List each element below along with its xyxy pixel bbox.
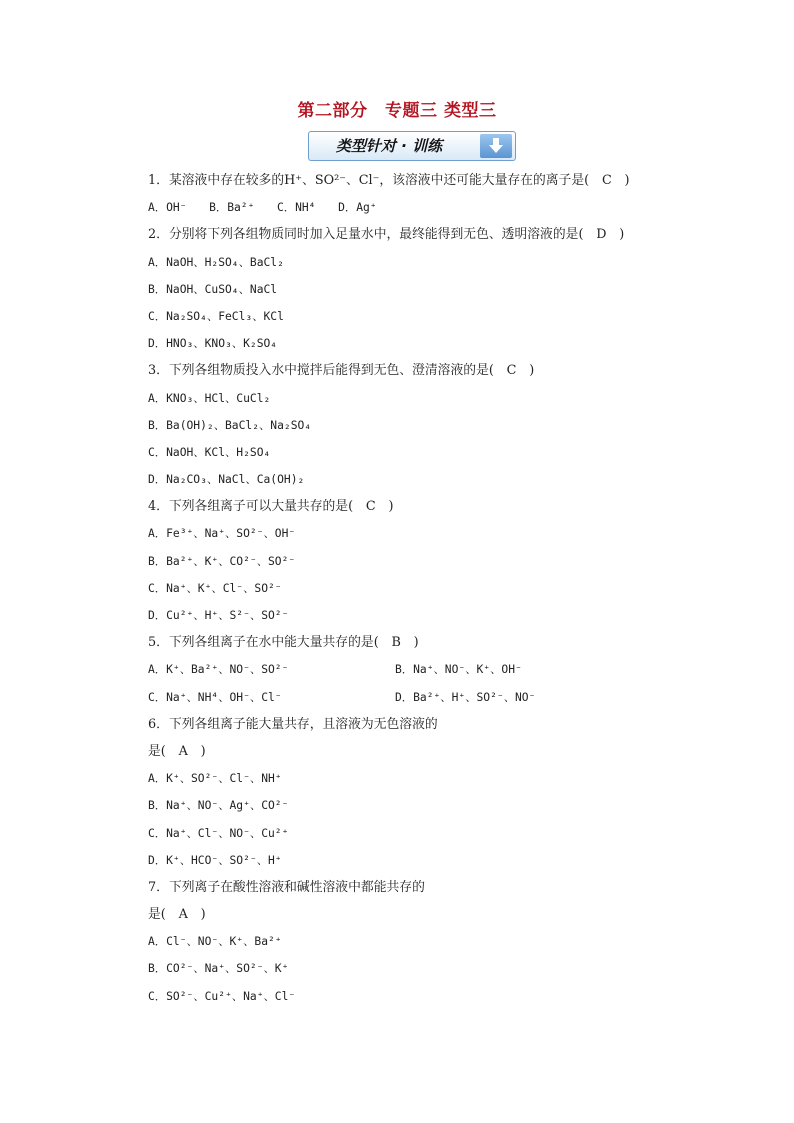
option-4d: D．Cu²⁺、H⁺、S²⁻、SO²⁻	[148, 609, 289, 622]
option-2d: D．HNO₃、KNO₃、K₂SO₄	[148, 337, 278, 351]
options-5ab	[148, 659, 688, 686]
option-2a: A．NaOH、H₂SO₄、BaCl₂	[148, 255, 284, 269]
option-4c: C．Na⁺、K⁺、Cl⁻、SO²⁻	[148, 581, 282, 595]
exercise-list	[148, 170, 688, 1013]
options-1: A．OH⁻ B．Ba²⁺ C．NH⁴ D．Ag⁺	[148, 201, 377, 215]
question-5: 5．下列各组离子在水中能大量共存的是( B )	[148, 635, 419, 651]
option-5a: A．K⁺、Ba²⁺、NO⁻、SO²⁻	[148, 663, 289, 677]
option-3b: B．Ba(OH)₂、BaCl₂、Na₂SO₄	[148, 418, 312, 432]
option-4a: A．Fe³⁺、Na⁺、SO²⁻、OH⁻	[148, 527, 296, 541]
banner-label: 类型针对 · 训练	[335, 137, 443, 155]
option-4b: B．Ba²⁺、K⁺、CO²⁻、SO²⁻	[148, 554, 296, 568]
option-3d: D．Na₂CO₃、NaCl、Ca(OH)₂	[148, 473, 305, 487]
option-2b: B．NaOH、CuSO₄、NaCl	[148, 282, 278, 296]
question-2: 2．分别将下列各组物质同时加入足量水中，最终能得到无色、透明溶液的是( D )	[148, 227, 625, 243]
arrow-down-icon[interactable]	[480, 134, 512, 158]
option-6c: C．Na⁺、Cl⁻、NO⁻、Cu²⁺	[148, 826, 289, 840]
question-7-answer: 是( A )	[148, 907, 206, 923]
option-6d: D．K⁺、HCO⁻、SO²⁻、H⁺	[148, 853, 282, 867]
page-title: 第二部分 专题三 类型三	[297, 101, 497, 121]
option-3c: C．NaOH、KCl、H₂SO₄	[148, 445, 271, 459]
question-6: 6．下列各组离子能大量共存，且溶液为无色溶液的	[148, 716, 438, 732]
option-5c: C．Na⁺、NH⁴、OH⁻、Cl⁻	[148, 690, 282, 704]
question-6-answer: 是( A )	[148, 743, 206, 759]
question-1: 1．某溶液中存在较多的H⁺、SO²⁻、Cl⁻，该溶液中还可能大量存在的离子是( C )	[148, 173, 630, 188]
section-banner	[308, 131, 516, 161]
option-6b: B．Na⁺、NO⁻、Ag⁺、CO²⁻	[148, 799, 289, 813]
option-3a: A．KNO₃、HCl、CuCl₂	[148, 391, 271, 405]
option-7c: C．SO²⁻、Cu²⁺、Na⁺、Cl⁻	[148, 989, 296, 1003]
option-2c: C．Na₂SO₄、FeCl₃、KCl	[148, 309, 284, 323]
options-5cd	[148, 687, 688, 714]
question-3: 3．下列各组物质投入水中搅拌后能得到无色、澄清溶液的是( C )	[148, 363, 535, 379]
question-4: 4．下列各组离子可以大量共存的是( C )	[148, 499, 394, 515]
option-7b: B．CO²⁻、Na⁺、SO²⁻、K⁺	[148, 962, 289, 976]
option-5d: D．Ba²⁺、H⁺、SO²⁻、NO⁻	[395, 690, 536, 704]
option-6a: A．K⁺、SO²⁻、Cl⁻、NH⁺	[148, 772, 282, 786]
option-5b: B．Na⁺、NO⁻、K⁺、OH⁻	[395, 663, 522, 677]
question-7: 7．下列离子在酸性溶液和碱性溶液中都能共存的	[148, 879, 425, 895]
option-7a: A．Cl⁻、NO⁻、K⁺、Ba²⁺	[148, 935, 282, 949]
